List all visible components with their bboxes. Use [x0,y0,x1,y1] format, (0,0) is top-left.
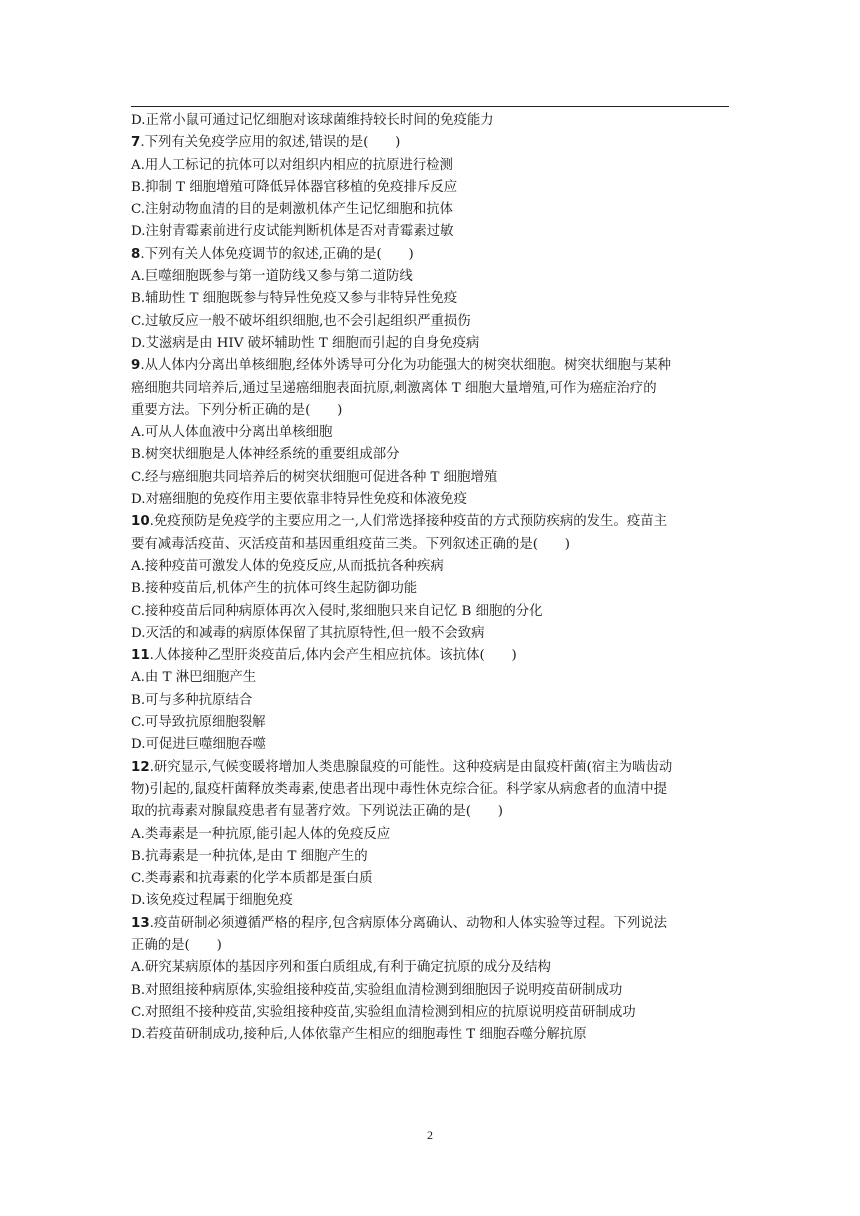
question-stem-text: .人体接种乙型肝炎疫苗后,体内会产生相应抗体。该抗体( ) [149,648,517,664]
question-7 [131,132,731,243]
question-12 [131,757,731,913]
option-d: D.该免疫过程属于细胞免疫 [131,893,293,909]
option-b: B.辅助性 T 细胞既参与特异性免疫又参与非特异性免疫 [131,291,458,307]
question-stem [131,244,731,266]
question-10 [131,511,731,645]
option-b: B.可与多种抗原结合 [131,692,253,708]
question-number: 12 [131,759,150,775]
option-d: D.对癌细胞的免疫作用主要依靠非特异性免疫和体液免疫 [131,492,467,508]
carry-over-option: D.正常小鼠可通过记忆细胞对该球菌维持较长时间的免疫能力 [131,113,494,128]
option-c: C.对照组不接种疫苗,实验组接种疫苗,实验组血清检测到相应的抗原说明疫苗研制成功 [131,1004,636,1020]
option-a: A.研究某病原体的基因序列和蛋白质组成,有利于确定抗原的成分及结构 [131,960,551,976]
question-stem-continued: 取的抗毒素对腺鼠疫患者有显著疗效。下列说法正确的是( ) [131,804,503,820]
option-d: D.注射青霉素前进行皮试能判断机体是否对青霉素过敏 [131,224,454,240]
option-a: A.接种疫苗可激发人体的免疫反应,从而抵抗各种疾病 [131,558,444,574]
question-number: 10 [131,514,150,530]
question-stem-continued: 物)引起的,鼠疫杆菌释放类毒素,使患者出现中毒性休克综合征。科学家从病愈者的血清中提 [131,781,667,797]
question-stem-text: .下列有关人体免疫调节的叙述,正确的是( ) [140,246,414,262]
question-stem-text: .从人体内分离出单核细胞,经体外诱导可分化为功能强大的树突状细胞。树突状细胞与某种 [140,358,672,374]
question-number: 9 [131,358,141,374]
question-stem [131,355,731,377]
option-a: A.由 T 淋巴细胞产生 [131,670,257,686]
question-8 [131,244,731,355]
option-d: D.艾滋病是由 HIV 破坏辅助性 T 细胞而引起的自身免疫病 [131,335,480,351]
question-stem-continued: 癌细胞共同培养后,通过呈递癌细胞表面抗原,刺激离体 T 细胞大量增殖,可作为癌症治疗的 [131,380,657,396]
question-stem-text: .疫苗研制必须遵循严格的程序,包含病原体分离确认、动物和人体实验等过程。下列说法 [149,915,667,931]
option-a: A.用人工标记的抗体可以对组织内相应的抗原进行检测 [131,157,453,173]
question-stem-continued: 要有减毒活疫苗、灭活疫苗和基因重组疫苗三类。下列叙述正确的是( ) [131,536,570,552]
option-b: B.对照组接种病原体,实验组接种疫苗,实验组血清检测到细胞因子说明疫苗研制成功 [131,982,623,998]
option-b: B.抗毒素是一种抗体,是由 T 细胞产生的 [131,848,368,864]
option-d: D.若疫苗研制成功,接种后,人体依靠产生相应的细胞毒性 T 细胞吞噬分解抗原 [131,1027,587,1043]
option-b: B.抑制 T 细胞增殖可降低异体器官移植的免疫排斥反应 [131,179,458,195]
option-a: A.可从人体血液中分离出单核细胞 [131,425,333,441]
question-stem [131,645,731,667]
question-stem-continued: 重要方法。下列分析正确的是( ) [131,402,343,418]
question-stem [131,757,731,779]
option-c: C.类毒素和抗毒素的化学本质都是蛋白质 [131,871,373,887]
option-b: B.树突状细胞是人体神经系统的重要组成部分 [131,447,400,463]
option-c: C.可导致抗原细胞裂解 [131,715,266,731]
option-c: C.接种疫苗后同种病原体再次入侵时,浆细胞只来自记忆 B 细胞的分化 [131,603,543,619]
option-c: C.过敏反应一般不破坏组织细胞,也不会引起组织严重损伤 [131,313,471,329]
question-stem-text: .免疫预防是免疫学的主要应用之一,人们常选择接种疫苗的方式预防疾病的发生。疫苗主 [149,514,667,530]
option-a: A.类毒素是一种抗原,能引起人体的免疫反应 [131,826,391,842]
question-9 [131,355,731,511]
question-stem-text: .下列有关免疫学应用的叙述,错误的是( ) [140,135,401,151]
header-rule [131,106,729,107]
question-number: 8 [131,246,141,262]
question-13 [131,913,731,1047]
option-d: D.灭活的和减毒的病原体保留了其抗原特性,但一般不会致病 [131,625,485,641]
option-c: C.经与癌细胞共同培养后的树突状细胞可促进各种 T 细胞增殖 [131,469,498,485]
question-stem [131,913,731,935]
option-b: B.接种疫苗后,机体产生的抗体可终生起防御功能 [131,581,418,597]
question-stem-text: .研究显示,气候变暖将增加人类患腺鼠疫的可能性。这种疫病是由鼠疫杆菌(宿主为啮齿动 [149,759,673,775]
question-number: 7 [131,135,141,151]
question-stem-continued: 正确的是( ) [131,937,222,953]
question-number: 13 [131,915,150,931]
page-number: 2 [427,1128,433,1142]
question-stem [131,132,731,154]
document-body [131,110,731,1046]
option-c: C.注射动物血清的目的是刺激机体产生记忆细胞和抗体 [131,202,454,218]
option-d: D.可促进巨噬细胞吞噬 [131,737,267,753]
question-stem [131,511,731,533]
question-number: 11 [131,648,150,664]
option-a: A.巨噬细胞既参与第一道防线又参与第二道防线 [131,269,413,285]
question-11 [131,645,731,756]
